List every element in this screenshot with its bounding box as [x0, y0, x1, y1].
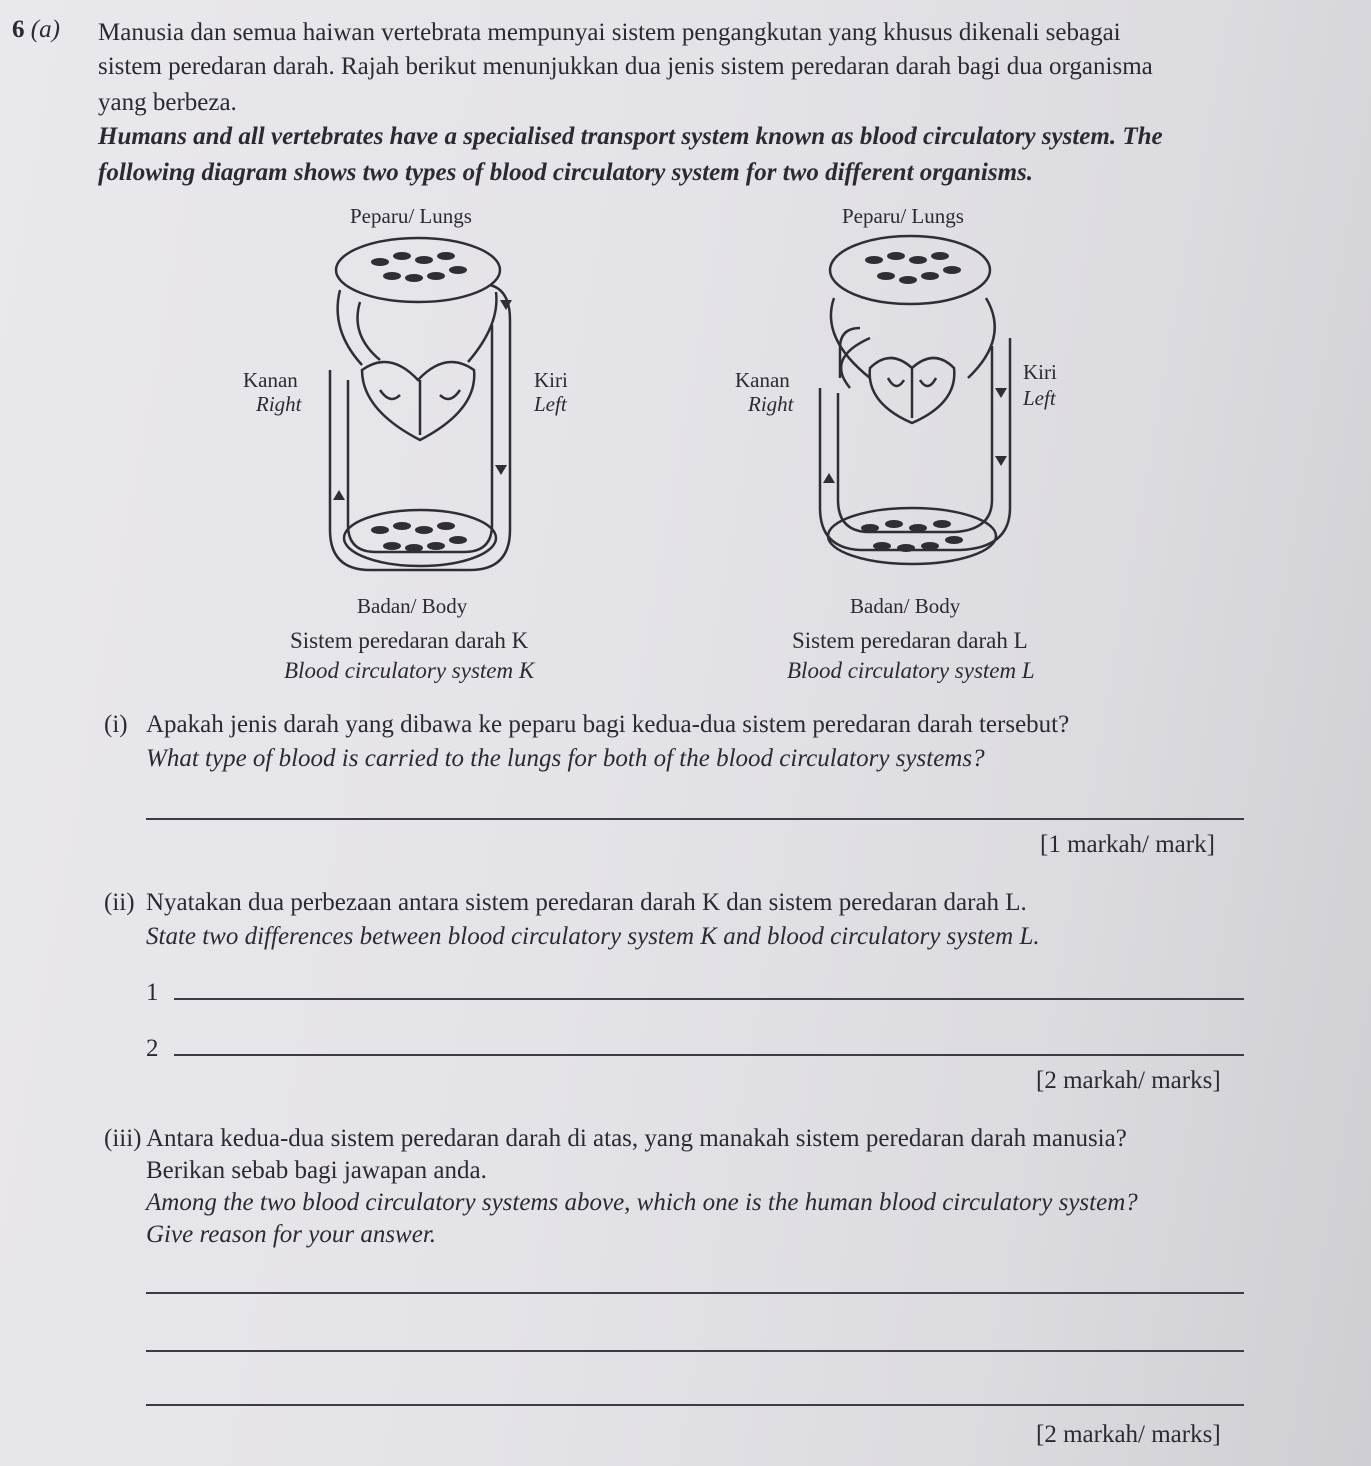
diagram-k-caption-english: Blood circulatory system K: [284, 658, 535, 683]
diagram-l-caption-english: Blood circulatory system L: [787, 658, 1035, 683]
diagram-k-body-label: Badan/ Body: [357, 594, 468, 618]
q2-english: State two differences between blood circulatory system K and blood circulatory system L.: [146, 923, 1040, 950]
diagram-l-right-english: Right: [748, 392, 794, 416]
intro-malay-line-1: Manusia dan semua haiwan vertebrata mempunyai sistem pengangkutan yang khusus dikenali sebagai: [98, 19, 1121, 46]
diagram-k-heart: [362, 362, 474, 440]
diagram-l-lung-capillaries: [830, 236, 990, 304]
q1-marks: [1 markah/ mark]: [1040, 831, 1215, 858]
q2-answer-line-1[interactable]: [174, 998, 1244, 1000]
q3-malay-line-1: Antara kedua-dua sistem peredaran darah di atas, yang manakah sistem peredaran darah manusia?: [146, 1125, 1127, 1152]
q2-marks: [2 markah/ marks]: [1036, 1067, 1221, 1094]
diagram-k-body-capillaries: [344, 510, 496, 566]
diagram-k-caption-malay: Sistem peredaran darah K: [290, 628, 529, 653]
q2-label: (ii): [104, 889, 135, 916]
diagram-k-right-malay: Kanan: [243, 368, 298, 392]
q1-answer-line[interactable]: [146, 818, 1244, 820]
diagram-l-caption-malay: Sistem peredaran darah L: [792, 628, 1028, 653]
q3-english-line-2: Give reason for your answer.: [146, 1221, 437, 1248]
diagram-k-right-english: Right: [256, 392, 302, 416]
diagram-l-body-capillaries: [828, 508, 996, 564]
intro-malay-line-3: yang berbeza.: [98, 89, 237, 116]
intro-english-line-2: following diagram shows two types of blood circulatory system for two different organisms.: [98, 159, 1034, 186]
q2-malay: Nyatakan dua perbezaan antara sistem peredaran darah K dan sistem peredaran darah L.: [146, 889, 1027, 916]
question-number: 6 (a): [12, 16, 60, 43]
q2-answer-number-2: 2: [146, 1035, 159, 1062]
q3-malay-line-2: Berikan sebab bagi jawapan anda.: [146, 1157, 487, 1184]
q3-marks: [2 markah/ marks]: [1036, 1421, 1221, 1448]
diagram-l-left-malay: Kiri: [1023, 360, 1057, 384]
q1-english: What type of blood is carried to the lungs for both of the blood circulatory systems?: [146, 745, 985, 772]
q3-answer-line-2[interactable]: [146, 1350, 1244, 1352]
q3-english-line-1: Among the two blood circulatory systems above, which one is the human blood circulatory system?: [146, 1189, 1138, 1216]
diagram-l-right-malay: Kanan: [735, 368, 790, 392]
q2-answer-line-2[interactable]: [174, 1054, 1244, 1056]
q1-malay: Apakah jenis darah yang dibawa ke peparu bagi kedua-dua sistem peredaran darah tersebut?: [146, 711, 1070, 738]
diagram-k-left-malay: Kiri: [534, 368, 568, 392]
diagram-l-circulation: [800, 228, 1030, 588]
diagram-l-flow-arrows: [823, 388, 1007, 483]
diagram-k-lungs-label: Peparu/ Lungs: [350, 204, 472, 228]
q1-label: (i): [104, 711, 128, 738]
q3-label: (iii): [104, 1125, 142, 1152]
diagram-k-lung-capillaries: [336, 238, 500, 302]
q3-answer-line-1[interactable]: [146, 1292, 1244, 1294]
diagram-l-body-label: Badan/ Body: [850, 594, 961, 618]
diagram-l-left-english: Left: [1023, 386, 1056, 410]
intro-english-line-1: Humans and all vertebrates have a specialised transport system known as blood circulatory system. The: [98, 123, 1163, 150]
q2-answer-number-1: 1: [146, 979, 159, 1006]
diagram-k-circulation: [300, 230, 540, 590]
diagram-l-lungs-label: Peparu/ Lungs: [842, 204, 964, 228]
intro-malay-line-2: sistem peredaran darah. Rajah berikut menunjukkan dua jenis sistem peredaran darah bagi dua organisma: [98, 53, 1153, 80]
q3-answer-line-3[interactable]: [146, 1404, 1244, 1406]
diagram-k-left-english: Left: [534, 392, 567, 416]
